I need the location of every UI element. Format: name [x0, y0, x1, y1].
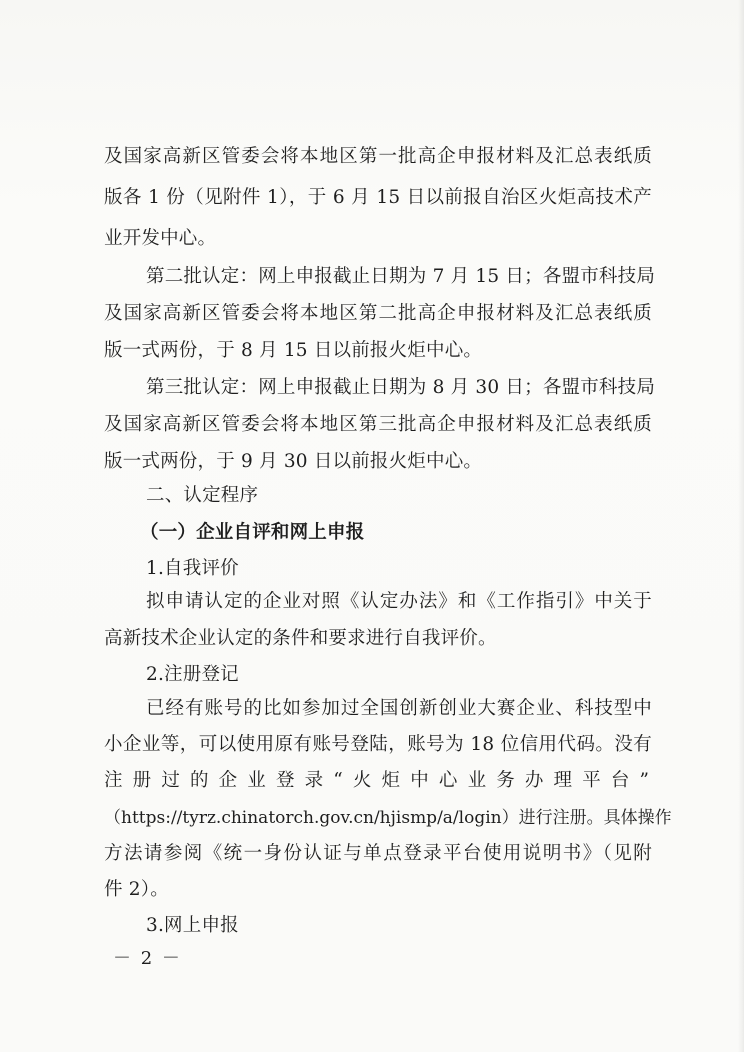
body-line-15: （https://tyrz.chinatorch.gov.cn/hjismp/a/login）进行注册。具体操作: [104, 808, 672, 828]
body-line-8: 及国家高新区管委会将本地区第三批高企申报材料及汇总表纸质: [104, 414, 652, 435]
item-heading-1: 1.自我评价: [146, 558, 239, 579]
body-line-14: 注册过的企业登录“火炬中心业务办理平台”: [104, 770, 652, 791]
item-heading-2: 2.注册登记: [146, 664, 239, 685]
body-line-9: 版一式两份，于 9 月 30 日以前报火炬中心。: [104, 451, 483, 472]
body-line-3: 业开发中心。: [104, 228, 217, 249]
item-heading-3: 3.网上申报: [146, 915, 239, 936]
section-heading: 二、认定程序: [146, 485, 259, 506]
scan-edge: [738, 0, 744, 1052]
body-line-13: 小企业等，可以使用原有账号登陆，账号为 18 位信用代码。没有: [104, 734, 652, 755]
body-line-2: 版各 1 份（见附件 1），于 6 月 15 日以前报自治区火炬高技术产: [104, 187, 652, 208]
body-line-16: 方法请参阅《统一身份认证与单点登录平台使用说明书》（见附: [104, 843, 652, 864]
body-line-12: 已经有账号的比如参加过全国创新创业大赛企业、科技型中: [146, 698, 652, 719]
body-line-1: 及国家高新区管委会将本地区第一批高企申报材料及汇总表纸质: [104, 146, 652, 167]
body-line-5: 及国家高新区管委会将本地区第二批高企申报材料及汇总表纸质: [104, 303, 652, 324]
page-number: － 2 －: [113, 948, 182, 969]
body-line-17: 件 2）。: [104, 879, 169, 900]
body-line-10: 拟申请认定的企业对照《认定办法》和《工作指引》中关于: [146, 591, 652, 612]
body-line-4: 第二批认定：网上申报截止日期为 7 月 15 日；各盟市科技局: [146, 266, 656, 287]
body-line-7: 第三批认定：网上申报截止日期为 8 月 30 日；各盟市科技局: [146, 377, 656, 398]
body-line-6: 版一式两份，于 8 月 15 日以前报火炬中心。: [104, 340, 483, 361]
body-line-11: 高新技术企业认定的条件和要求进行自我评价。: [104, 628, 497, 649]
subsection-heading: （一）企业自评和网上申报: [140, 522, 365, 543]
